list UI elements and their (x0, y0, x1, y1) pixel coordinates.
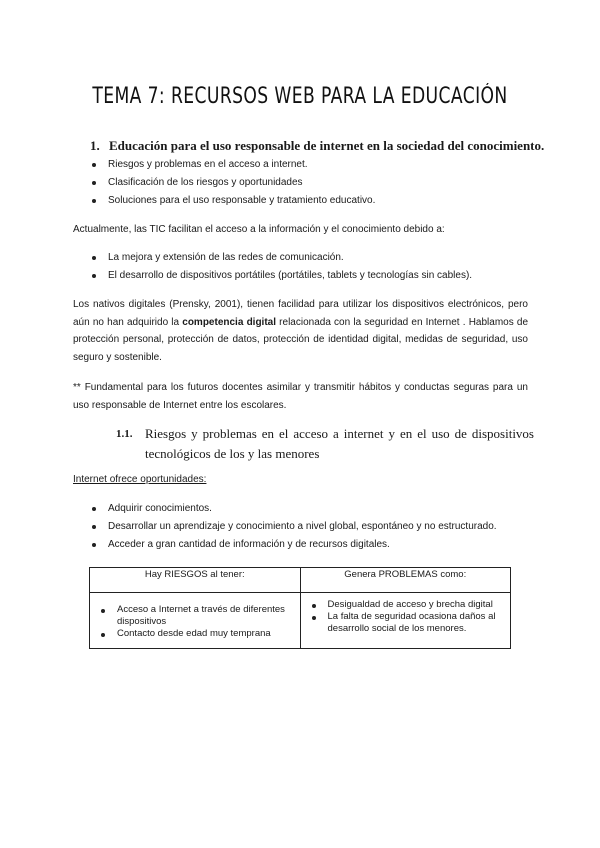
opportunities-bullet-list (90, 500, 550, 554)
table-header-problems: Genera PROBLEMAS como: (300, 568, 511, 593)
section-1-number: 1. (90, 138, 100, 153)
list-item: Adquirir conocimientos. (90, 500, 550, 518)
natives-text-after: relacionada con la seguridad en Internet . Hablamos de protección personal, protección de datos, protección de identidad digital, medidas de seguridad, uso seguro y sostenible. (73, 316, 529, 363)
list-item: Contacto desde edad muy temprana (96, 628, 294, 640)
list-item: Desigualdad de acceso y brecha digital (307, 599, 505, 611)
list-item: La falta de seguridad ocasiona daños al desarrollo social de los menores. (307, 611, 505, 635)
section-1-bullet-list (90, 156, 550, 210)
list-item: Desarrollar un aprendizaje y conocimiento a nivel global, espontáneo y no estructurado. (90, 518, 550, 536)
problems-list (307, 599, 505, 635)
natives-text-before: Los nativos digitales (Prensky, 2001), tienen facilidad para utilizar los dispositivos electrónicos, pero aún no han adquirido la (73, 299, 528, 328)
section-1-heading-text: Educación para el uso responsable de internet en la sociedad del conocimiento. (109, 138, 545, 153)
section-1-1-heading (116, 424, 534, 464)
competencia-digital-term: competencia digital (182, 316, 277, 328)
digital-natives-paragraph (73, 296, 528, 366)
list-item: Acceso a Internet a través de diferentes dispositivos (96, 604, 294, 628)
list-item: El desarrollo de dispositivos portátiles (portátiles, tablets y tecnologías sin cables). (90, 267, 550, 285)
list-item: Clasificación de los riesgos y oportunidades (90, 174, 550, 192)
table-row (90, 593, 511, 649)
table-header-row (90, 568, 511, 593)
risks-list (96, 604, 294, 640)
section-1-heading (90, 138, 570, 154)
risks-problems-table (89, 567, 511, 649)
section-1-1-number: 1.1. (116, 428, 133, 440)
risks-cell (90, 593, 301, 649)
tic-bullet-list (90, 249, 550, 285)
list-item: Acceder a gran cantidad de información y de recursos digitales. (90, 536, 550, 554)
list-item: La mejora y extensión de las redes de comunicación. (90, 249, 550, 267)
note-paragraph: ** Fundamental para los futuros docentes asimilar y transmitir hábitos y conductas seguras para un uso responsable de Internet entre los escolares. (73, 382, 528, 411)
list-item: Riesgos y problemas en el acceso a internet. (90, 156, 550, 174)
table-header-risks: Hay RIESGOS al tener: (90, 568, 301, 593)
opportunities-label: Internet ofrece oportunidades: (73, 474, 207, 485)
list-item: Soluciones para el uso responsable y tratamiento educativo. (90, 192, 550, 210)
problems-cell (300, 593, 511, 649)
section-1-1-heading-text: Riesgos y problemas en el acceso a internet y en el uso de dispositivos tecnológicos de los y las menores (145, 426, 534, 461)
intro-paragraph: Actualmente, las TIC facilitan el acceso a la información y el conocimiento debido a: (73, 224, 445, 235)
page-title: TEMA 7: RECURSOS WEB PARA LA EDUCACIÓN (92, 84, 508, 109)
